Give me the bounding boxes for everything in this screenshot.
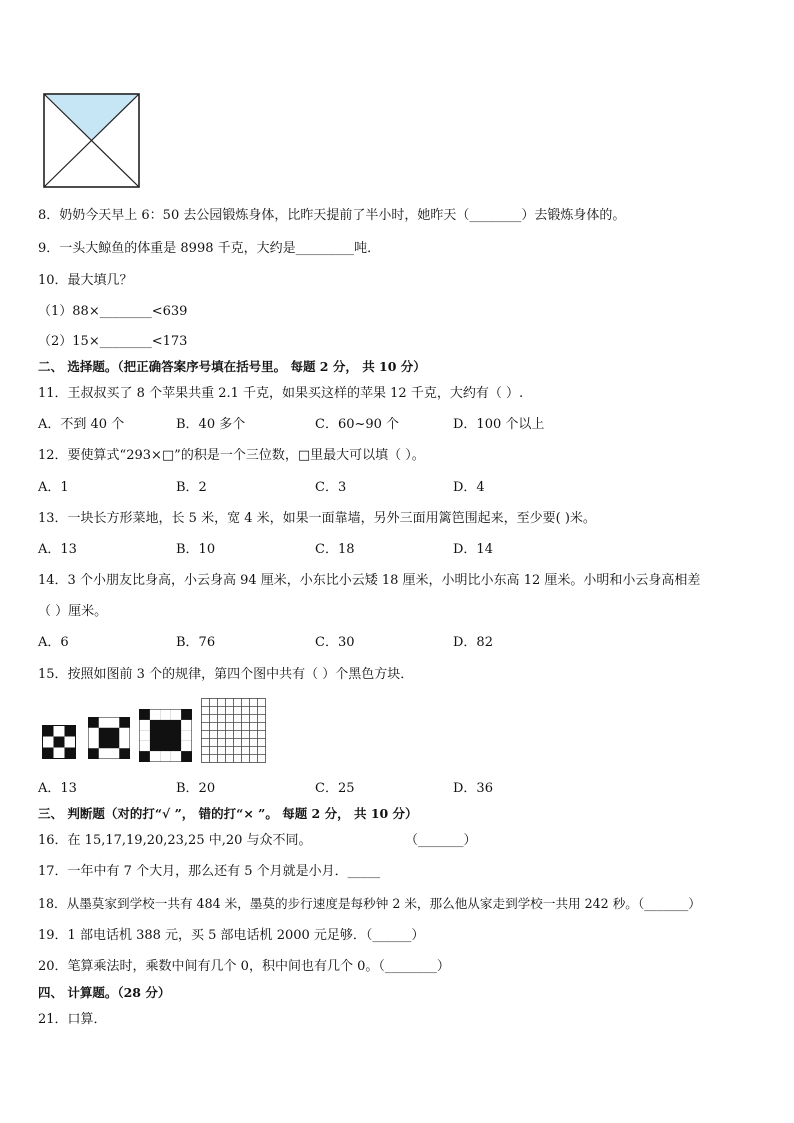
question-9: 9．一头大鲸鱼的体重是 8998 千克，大约是_________吨． (38, 241, 381, 256)
question-18: 18．从墨莫家到学校一共有 484 米，墨莫的步行速度是每秒钟 2 米，那么他从家走到学校一共用 242 秒。（_______） (38, 896, 701, 911)
q14-option-b: B．76 (176, 635, 216, 650)
q15-option-d: D．36 (453, 781, 493, 796)
question-11: 11．王叔叔买了 8 个苹果共重 2.1 千克，如果买这样的苹果 12 千克，大约有（ ）. (38, 386, 524, 401)
question-14: 14．3 个小朋友比身高，小云身高 94 厘米，小东比小云矮 18 厘米，小明比小东高 12 厘米。小明和小云身高相差 (38, 573, 701, 588)
section-4-heading: 四、 计算题。（28 分） (38, 985, 171, 1000)
pattern-figure-1 (42, 725, 76, 759)
q13-option-b: B．10 (176, 542, 216, 557)
q14-option-d: D．82 (453, 635, 493, 650)
question-8: 8．奶奶今天早上 6：50 去公园锻炼身体，比昨天提前了半小时，她昨天（________）去锻炼身体的。 (38, 208, 626, 223)
question-16: 16．在 15,17,19,20,23,25 中,20 与众不同。 (38, 833, 312, 848)
pattern-figure-3 (139, 709, 192, 762)
q11-option-a: A．不到 40 个 (38, 417, 125, 432)
section-3-heading: 三、 判断题（对的打“√ ”， 错的打“× ”。 每题 2 分， 共 10 分） (38, 806, 418, 821)
question-17: 17．一年中有 7 个大月，那么还有 5 个月就是小月．_____ (38, 864, 381, 879)
q11-option-c: C．60~90 个 (315, 417, 400, 432)
q15-option-c: C．25 (315, 781, 355, 796)
q13-option-c: C．18 (315, 542, 355, 557)
q12-option-a: A．1 (38, 480, 69, 495)
q15-option-b: B．20 (176, 781, 216, 796)
q12-option-d: D．4 (453, 480, 485, 495)
question-20: 20．笔算乘法时，乘数中间有几个 0，积中间也有几个 0。（________） (38, 959, 450, 974)
question-21: 21．口算． (38, 1012, 107, 1027)
q13-option-a: A．13 (38, 542, 77, 557)
q14-option-a: A．6 (38, 635, 69, 650)
pattern-figure-2 (88, 717, 130, 759)
question-16-blank: （_______） (405, 833, 477, 848)
q11-option-d: D．100 个以上 (453, 417, 545, 432)
q11-option-b: B．40 多个 (176, 417, 246, 432)
question-13: 13．一块长方形菜地，长 5 米，宽 4 米，如果一面靠墙，另外三面用篱笆围起来，至少要( )米。 (38, 511, 596, 526)
section-2-heading: 二、 选择题。（把正确答案序号填在括号里。 每题 2 分， 共 10 分） (38, 359, 426, 374)
q15-option-a: A．13 (38, 781, 77, 796)
question-14-continued: （ ）厘米。 (38, 604, 108, 619)
question-10-part-2: （2）15×________<173 (38, 334, 188, 349)
question-10: 10．最大填几？ (38, 273, 133, 288)
question-10-part-1: （1）88×________<639 (38, 304, 188, 319)
question-19: 19．1 部电话机 388 元，买 5 部电话机 2000 元足够．（______） (38, 928, 425, 943)
question-12: 12．要使算式“293×□”的积是一个三位数，□里最大可以填（ ）。 (38, 448, 425, 463)
square-diagonal-figure (43, 93, 140, 188)
q12-option-b: B．2 (176, 480, 207, 495)
pattern-figure-4-empty-grid (201, 698, 267, 764)
q12-option-c: C．3 (315, 480, 347, 495)
question-15: 15．按照如图前 3 个的规律，第四个图中共有（ ）个黑色方块． (38, 667, 414, 682)
q14-option-c: C．30 (315, 635, 355, 650)
q13-option-d: D．14 (453, 542, 493, 557)
